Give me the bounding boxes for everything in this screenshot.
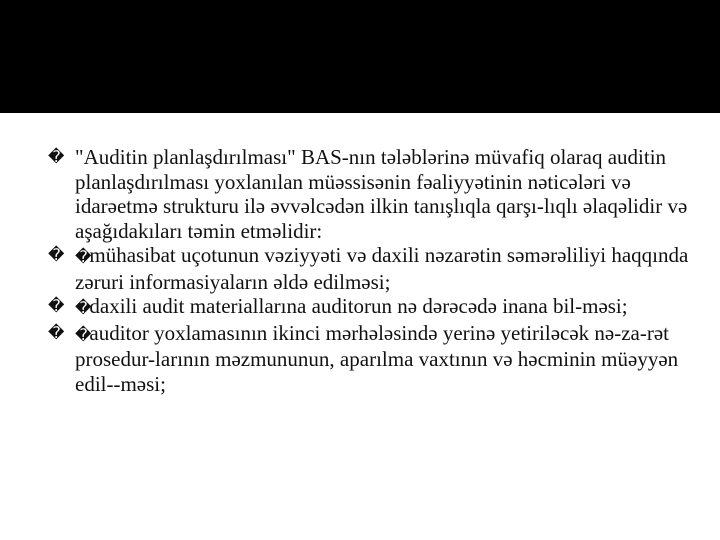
bullet-item	[48, 145, 698, 243]
bullet-item	[48, 243, 698, 294]
bullet-marker-icon: �	[48, 147, 65, 166]
bullet-item	[48, 321, 698, 397]
bullet-marker-icon: �	[48, 322, 65, 342]
bullet-marker-icon: �	[48, 245, 65, 264]
bullet-marker-icon: �	[48, 296, 65, 315]
inline-marker-icon: �	[75, 298, 86, 317]
inline-marker-icon: �	[75, 247, 86, 266]
bullet-item	[48, 294, 698, 321]
bullet-text: auditor yoxlamasının ikinci mərhələsində yerinə yetiriləcək nə-za-rət prosedur-larının məzmununun, aparılma vaxtının və həcminin müəyyən edil--məsi;	[75, 320, 679, 396]
bullet-text: mühasibat uçotunun vəziyyəti və daxili nəzarətin səmərəliliyi haqqında zəruri informasiyaların əldə edilməsi;	[75, 243, 689, 294]
bullet-text: "Auditin planlaşdırılması" BAS-nın tələblərinə müvafiq olaraq auditin planlaşdırılması yoxlanılan müəssisənin fəaliyyətinin nəticələri və idarəetmə strukturu ilə əvvəlcədən ilkin tanışlıqla qarşı-lıqlı əlaqəlidir və aşağıdakıları təmin etməlidir:	[75, 145, 688, 243]
title-bar	[0, 0, 720, 113]
bullet-text: daxili audit materiallarına auditorun nə dərəcədə inana bil-məsi;	[89, 294, 628, 318]
inline-marker-icon: �	[75, 324, 86, 344]
slide-body	[48, 145, 698, 396]
